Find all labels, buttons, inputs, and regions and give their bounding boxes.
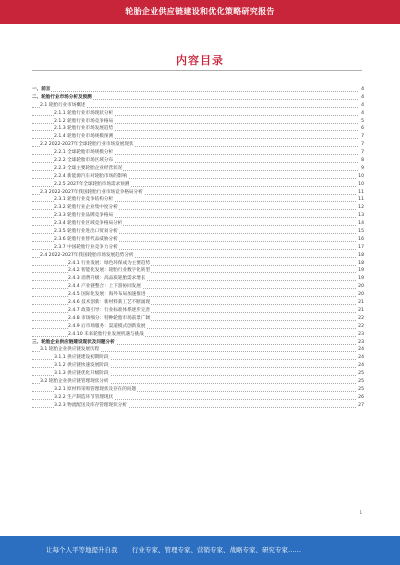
toc-entry-text: 2.1.1 轮胎行业市场现状分析: [54, 110, 114, 116]
toc-entry[interactable]: [32, 386, 364, 394]
toc-entry[interactable]: [32, 181, 364, 189]
toc-entry-page: 4: [361, 102, 364, 108]
toc-entry[interactable]: [32, 220, 364, 228]
toc-entry-page: 10: [358, 173, 364, 179]
toc-entry[interactable]: [32, 275, 364, 283]
toc-entry-page: 7: [361, 150, 364, 156]
toc-entry-text: 2.3.7 中国轮胎行业竞争力分析: [54, 244, 118, 250]
toc-entry[interactable]: [32, 228, 364, 236]
toc-entry[interactable]: [32, 165, 364, 173]
toc-entry-page: 20: [358, 284, 364, 290]
toc-entry-text: 2.2.2 全球轮胎市场区域分布: [54, 158, 114, 164]
toc-entry-page: 19: [358, 276, 364, 282]
toc-entry-text: 2.1.2 轮胎行业市场竞争格局: [54, 118, 114, 124]
title-underline: [32, 70, 362, 71]
toc-entry-page: 18: [358, 252, 364, 258]
toc-entry[interactable]: [32, 299, 364, 307]
toc-entry-text: 2.4 2022-2027年我国轮胎市场发展趋势分析: [40, 252, 134, 258]
toc-entry-page: 21: [358, 300, 364, 306]
toc-entry-page: 4: [361, 110, 364, 116]
report-header: [0, 0, 400, 24]
toc-entry[interactable]: [32, 94, 364, 102]
toc-entry-text: 2.2 2022-2027年全球轮胎行业市场发展现状: [40, 142, 134, 148]
toc-entry-page: 25: [358, 371, 364, 377]
toc-entry[interactable]: [32, 402, 364, 410]
toc-entry-text: 2.1.3 轮胎行业市场发展趋势: [54, 126, 114, 132]
toc-entry-text: 3.1.2 供应链快速发展阶段: [54, 363, 109, 369]
toc-entry[interactable]: [32, 331, 364, 339]
toc-entry[interactable]: [32, 394, 364, 402]
toc-entry[interactable]: [32, 149, 364, 157]
toc-entry-text: 2.4.6 技术创新：新材料新工艺不断涌现: [68, 300, 151, 306]
toc-entry-text: 2.2.5 2027年全球轮胎市场需求预测: [54, 181, 130, 187]
toc-entry-text: 2.4.10 未来轮胎行业发展机遇与挑战: [68, 331, 144, 337]
toc-entry[interactable]: [32, 267, 364, 275]
toc-entry[interactable]: [32, 346, 364, 354]
toc-entry-text: 一、前言: [32, 87, 51, 92]
toc-entry-page: 27: [358, 402, 364, 408]
toc-entry-page: 21: [358, 307, 364, 313]
toc-entry[interactable]: [32, 370, 364, 378]
footer-slogan: 让每个人平等地提升自我: [46, 546, 118, 554]
toc-entry[interactable]: [32, 252, 364, 260]
toc-entry-text: 2.3 2022-2027年我国轮胎行业市场竞争格局分析: [40, 189, 143, 195]
toc-entry-text: 2.3.4 轮胎行业区域竞争格局分析: [54, 221, 123, 227]
toc-entry-text: 2.3.3 轮胎行业品牌竞争格局: [54, 213, 114, 219]
toc-entry-page: 11: [358, 189, 364, 195]
toc-entry-text: 2.4.1 行业发展：绿色环保成为主要趋势: [68, 260, 151, 266]
toc-entry[interactable]: [32, 125, 364, 133]
toc-entry-page: 17: [358, 244, 364, 250]
toc-entry-page: 4: [361, 87, 364, 92]
toc-entry-page: 10: [358, 181, 364, 187]
toc-entry-text: 3.1.1 供应链建设初期阶段: [54, 355, 109, 361]
toc-entry-text: 3.2.3 物流配送及库存管理现状分析: [54, 402, 127, 408]
toc-entry-page: 14: [358, 221, 364, 227]
toc-entry-text: 2.2.4 新能源汽车对轮胎市场的影响: [54, 173, 127, 179]
toc-entry-page: 22: [358, 323, 364, 329]
table-of-contents: [32, 86, 364, 410]
toc-entry[interactable]: [32, 236, 364, 244]
toc-entry-page: 25: [358, 378, 364, 384]
toc-entry[interactable]: [32, 196, 364, 204]
toc-entry-text: 3.1.3 供应链优化升级阶段: [54, 371, 109, 377]
toc-entry-page: 9: [361, 165, 364, 171]
toc-entry[interactable]: [32, 110, 364, 118]
toc-entry[interactable]: [32, 118, 364, 126]
toc-entry[interactable]: [32, 283, 364, 291]
toc-entry-page: 18: [358, 260, 364, 266]
toc-entry-text: 3.2 轮胎企业供应链管理现状分析: [40, 378, 109, 384]
toc-entry-page: 6: [361, 126, 364, 132]
toc-entry-page: 15: [358, 229, 364, 235]
toc-entry-page: 5: [361, 118, 364, 124]
toc-entry[interactable]: [32, 102, 364, 110]
toc-entry-text: 2.4.4 产业链整合：上下游协同发展: [68, 284, 141, 290]
toc-entry-page: 20: [358, 292, 364, 298]
page-number: 1: [359, 510, 362, 515]
toc-entry-page: 25: [358, 386, 364, 392]
toc-entry-page: 26: [358, 394, 364, 400]
toc-entry-text: 2.2.1 全球轮胎市场规模分析: [54, 150, 114, 156]
toc-entry-page: 12: [358, 205, 364, 211]
footer-banner: [0, 536, 400, 565]
toc-entry-page: 19: [358, 268, 364, 274]
toc-entry-text: 3.1 轮胎企业供应链发展历程: [40, 347, 100, 353]
toc-entry[interactable]: [32, 133, 364, 141]
toc-entry[interactable]: [32, 378, 364, 386]
toc-entry[interactable]: [32, 141, 364, 149]
toc-entry-text: 2.4.7 政策引导：行业标准体系逐步完善: [68, 307, 151, 313]
toc-entry[interactable]: [32, 244, 364, 252]
toc-entry-text: 3.2.2 生产制造环节管理现状: [54, 394, 114, 400]
toc-entry[interactable]: [32, 260, 364, 268]
toc-entry[interactable]: [32, 339, 364, 347]
toc-entry-text: 2.4.5 国际化发展：海外布局加速推进: [68, 292, 146, 298]
toc-entry-page: 24: [358, 363, 364, 369]
report-title: 轮胎企业供应链建设和优化策略研究报告: [125, 7, 275, 16]
toc-entry-text: 2.4.9 后市场服务：渠道模式创新发展: [68, 323, 146, 329]
toc-entry-page: 23: [358, 339, 364, 345]
toc-title: 内容目录: [176, 54, 224, 67]
toc-entry-page: 7: [361, 134, 364, 140]
toc-entry-page: 23: [358, 331, 364, 337]
toc-entry[interactable]: [32, 173, 364, 181]
toc-entry[interactable]: [32, 323, 364, 331]
toc-entry-page: 11: [358, 197, 364, 203]
toc-entry-page: 22: [358, 315, 364, 321]
toc-entry-page: 16: [358, 236, 364, 242]
toc-entry[interactable]: [32, 362, 364, 370]
toc-entry[interactable]: [32, 157, 364, 165]
toc-entry[interactable]: [32, 212, 364, 220]
toc-entry-text: 2.3.6 轮胎行业替代品威胁分析: [54, 236, 118, 242]
toc-entry[interactable]: [32, 315, 364, 323]
toc-entry-text: 2.4.3 消费升级：高品质轮胎需求增长: [68, 276, 146, 282]
toc-entry-text: 2.3.2 轮胎行业企业集中度分析: [54, 205, 118, 211]
toc-entry[interactable]: [32, 204, 364, 212]
toc-entry-page: 8: [361, 158, 364, 164]
toc-entry-page: 4: [361, 94, 364, 100]
toc-entry[interactable]: [32, 86, 364, 94]
toc-entry-page: 7: [361, 142, 364, 148]
toc-entry[interactable]: [32, 291, 364, 299]
toc-entry-text: 2.3.1 轮胎行业竞争结构分析: [54, 197, 114, 203]
toc-entry-page: 24: [358, 347, 364, 353]
toc-entry-text: 2.2.3 全球主要轮胎企业经营状况: [54, 165, 123, 171]
toc-entry-text: 三、轮胎企业供应链建设现状及问题分析: [32, 339, 115, 345]
footer-experts: 行业专家、管理专家、营销专家、战略专家、研究专家……: [132, 546, 301, 554]
toc-entry-text: 2.3.5 轮胎行业进出口贸易分析: [54, 229, 118, 235]
toc-entry[interactable]: [32, 354, 364, 362]
toc-entry-text: 2.4.2 智能化发展：轮胎行业数字化转型: [68, 268, 151, 274]
toc-entry[interactable]: [32, 189, 364, 197]
toc-entry-text: 2.1 轮胎行业市场概述: [40, 102, 86, 108]
toc-entry[interactable]: [32, 307, 364, 315]
toc-entry-text: 3.2.1 原材料采购管理现状及存在的问题: [54, 386, 137, 392]
toc-leader-dots: [32, 91, 358, 92]
toc-entry-text: 2.4.8 市场细分：特种轮胎市场前景广阔: [68, 315, 151, 321]
toc-entry-text: 二、轮胎行业市场分析及预测: [32, 94, 92, 100]
toc-entry-page: 13: [358, 213, 364, 219]
toc-entry-page: 24: [358, 355, 364, 361]
toc-entry-text: 2.1.4 轮胎行业市场规模预测: [54, 134, 114, 140]
